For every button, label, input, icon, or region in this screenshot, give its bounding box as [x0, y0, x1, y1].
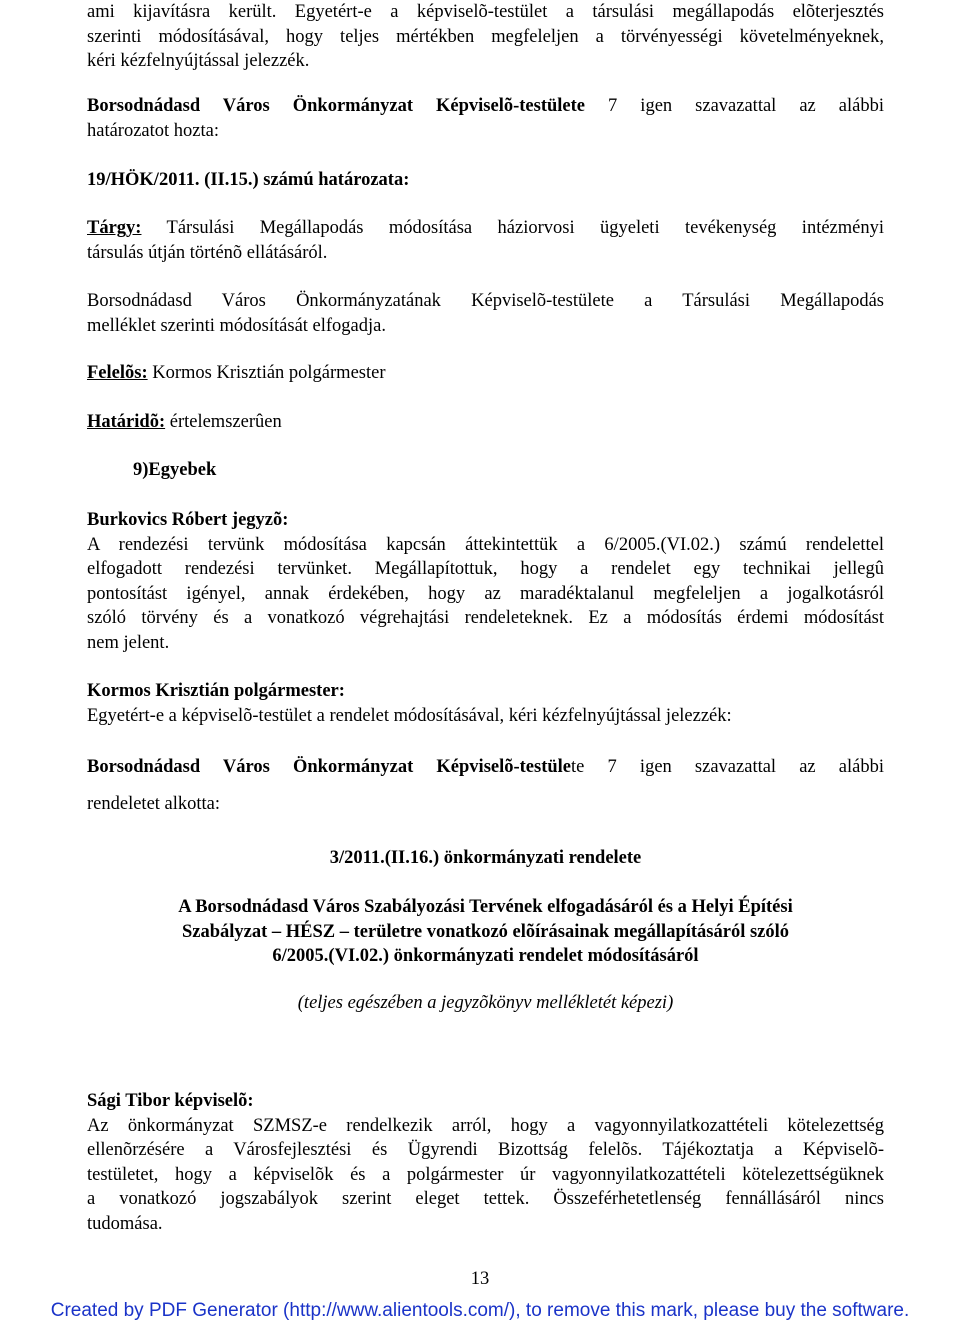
vote-statement-1 [87, 94, 884, 143]
decree-number: 3/2011.(II.16.) önkormányzati rendelete [329, 848, 642, 868]
decree-title [87, 895, 884, 969]
text-line: Egyetért-e a képviselõ-testület a rendelet módosításával, kéri kézfelnyújtással jelezzék: [87, 705, 732, 726]
vote-count-text: te 7 igen szavazattal az alábbi [571, 757, 884, 777]
text-line: rendeletet alkotta: [87, 794, 221, 814]
speaker-2-block [87, 679, 884, 728]
text-line: határozatot hozta: [87, 120, 220, 141]
text-line: szerinti módosításával, hogy teljes mértékben megfeleljen a törvényességi követelményeknek, [87, 26, 884, 47]
text-line [87, 216, 884, 241]
council-name: Borsodnádasd Város Önkormányzat Képviselõ-testüle [87, 757, 572, 777]
deadline-label: Határidõ: [87, 412, 166, 432]
speaker-3-block [87, 1089, 884, 1236]
speaker-1-block [87, 508, 884, 655]
responsible-value: Kormos Krisztián polgármester [147, 363, 386, 383]
text-line: a vonatkozó jogszabályok szerint eleget tettek. Összeférhetetlenség fennállásáról nincs [87, 1189, 884, 1209]
resolution-title: 19/HÖK/2011. (II.15.) számú határozata: [87, 170, 410, 190]
text-line: ami kijavításra került. Egyetért-e a képviselõ-testület a társulási megállapodás elõterjesztés [87, 2, 884, 22]
subject-label: Tárgy: [87, 218, 142, 238]
subject-text: Társulási Megállapodás módosítása háziorvosi ügyeleti tevékenység intézményi [141, 218, 884, 238]
text-line: elfogadott rendezési tervünket. Megállapítottuk, hogy a rendelet egy technikai jellegû [87, 559, 884, 579]
text-line: ellenõrzésére a Városfejlesztési és Ügyrendi Bizottság felelõs. Tájékoztatja a Képviselõ- [87, 1140, 884, 1160]
deadline-value: értelemszerûen [165, 412, 282, 432]
text-line: szóló törvény és a vonatkozó végrehajtási rendeleteknek. Ez a módosítás érdemi módosítást [87, 608, 884, 628]
text-line: nem jelent. [87, 632, 170, 653]
text-line [87, 749, 884, 786]
vote-statement-2 [87, 749, 884, 823]
deadline-line [87, 410, 884, 435]
text-line: kéri kézfelnyújtással jelezzék. [87, 51, 310, 71]
speaker-name: Sági Tibor képviselõ: [87, 1091, 254, 1111]
annex-note: (teljes egészében a jegyzõkönyv mellékletét képezi) [297, 993, 674, 1013]
agenda-item: 9)Egyebek [133, 460, 217, 480]
text-line: társulás útján történõ ellátásáról. [87, 242, 328, 263]
pdf-generator-watermark[interactable]: Created by PDF Generator (http://www.alientools.com/), to remove this mark, please buy the software. [50, 1300, 910, 1321]
intro-paragraph [87, 0, 884, 74]
speaker-name: Kormos Krisztián polgármester: [87, 681, 345, 701]
text-line: Borsodnádasd Város Önkormányzatának Képviselõ-testülete a Társulási Megállapodás [87, 291, 884, 311]
text-line: Az önkormányzat SZMSZ-e rendelkezik arról, hogy a vagyonnyilatkozattételi kötelezettség [87, 1115, 884, 1136]
responsible-label: Felelõs: [87, 363, 148, 383]
text-line: melléklet szerinti módosítását elfogadja. [87, 315, 386, 336]
text-line: testületet, hogy a képviselõk és a polgármester úr vagyonnyilatkozattételi kötelezettségüknek [87, 1164, 884, 1185]
speaker-name: Burkovics Róbert jegyzõ: [87, 510, 289, 530]
text-line: pontosítást igényel, annak érdekében, hogy az maradéktalanul megfeleljen a jogalkotásról [87, 583, 884, 604]
text-line: tudomása. [87, 1213, 163, 1234]
decision-paragraph [87, 289, 884, 338]
page-number: 13 [470, 1269, 490, 1289]
vote-count-text: 7 igen szavazattal az alábbi [585, 96, 884, 116]
text-line: 6/2005.(VI.02.) önkormányzati rendelet módosításáról [272, 946, 699, 966]
subject-paragraph [87, 216, 884, 265]
council-name: Borsodnádasd Város Önkormányzat Képviselõ-testülete [87, 96, 586, 116]
text-line: Szabályzat – HÉSZ – területre vonatkozó elõírásainak megállapításáról szóló [181, 921, 790, 942]
text-line: A rendezési tervünk módosítása kapcsán áttekintettük a 6/2005.(VI.02.) számú rendelettel [87, 534, 884, 555]
text-line [87, 94, 884, 119]
text-line: A Borsodnádasd Város Szabályozási Tervének elfogadásáról és a Helyi Építési [178, 897, 793, 917]
responsible-line [87, 361, 884, 386]
